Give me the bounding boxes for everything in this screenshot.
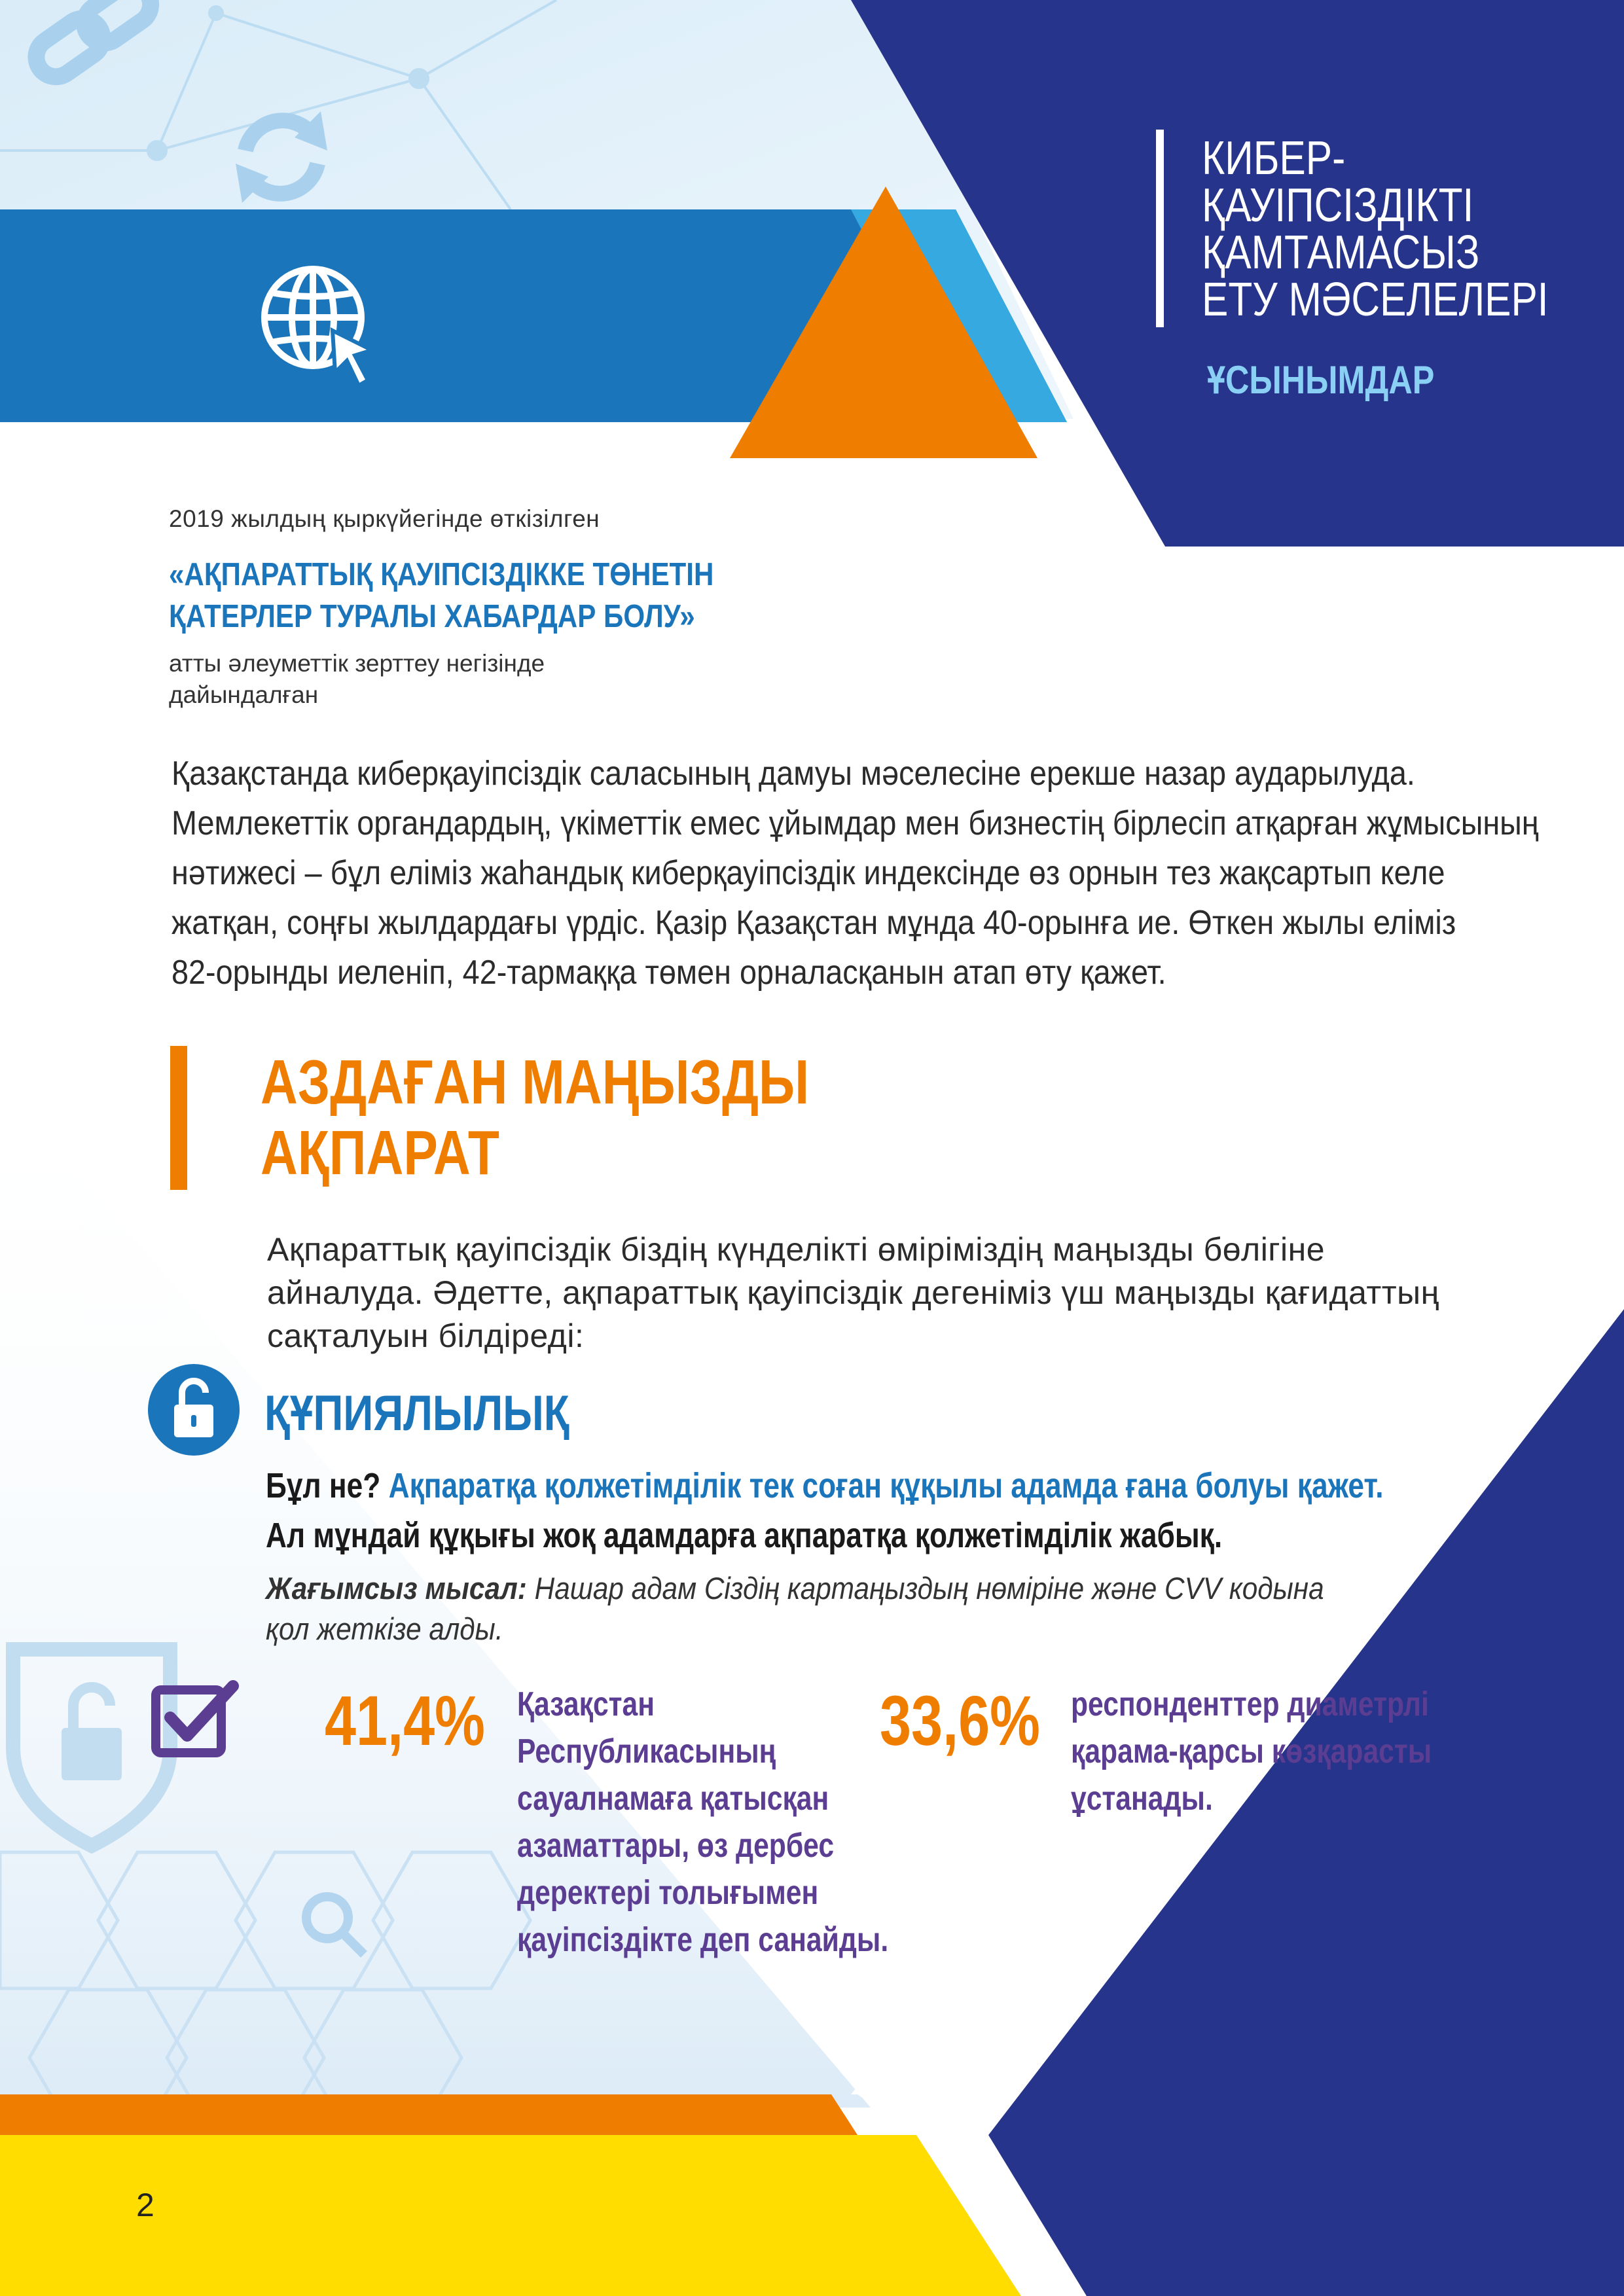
stat-description [1071,1681,1432,1822]
checkbox-icon [151,1679,240,1758]
stat-description-line: респонденттер диаметрлі [1071,1685,1429,1723]
stat-value: 41,4% [325,1681,485,1760]
lock-icon [148,1364,240,1456]
stat-description-line: Қазақстан [517,1685,655,1723]
intro-line: 82-орынды иеленіп, 42-тармаққа төмен орналасқанын атап өту қажет. [171,954,1166,992]
header-title-line: ҚАМТАМАСЫЗ [1202,226,1480,279]
what-label: Бұл не? [266,1466,381,1505]
header-title-line: КИБЕР- [1202,132,1346,185]
intro-line: нәтижесі – бұл еліміз жаһандық киберқауіпсіздік индексінде өз орнын тез жақсартып келе [171,854,1445,892]
stat-description [517,1681,888,1964]
survey-title-line: ҚАТЕРЛЕР ТУРАЛЫ ХАБАРДАР БОЛУ» [169,599,695,634]
header-title [1202,132,1549,326]
stat-description-line: қауіпсіздікте деп санайды. [517,1921,889,1959]
stat-description-line: ұстанады. [1071,1780,1213,1818]
section-paragraph [267,1228,1537,1357]
intro-paragraph [171,749,1539,997]
section-accent-bar [170,1046,187,1190]
survey-intro: 2019 жылдың қыркүйегінде өткізілген [169,505,600,532]
section-paragraph-line: айналуда. Әдетте, ақпараттық қауіпсіздік дегеніміз үш маңызды қағидаттың [267,1274,1439,1311]
definition-line-2: Ал мұндай құқығы жоқ адамдарға ақпаратқа қолжетімділік жабық. [266,1516,1223,1555]
survey-title [169,554,713,637]
section-paragraph-line: Ақпараттық қауіпсіздік біздің күнделікті өміріміздің маңызды бөлігіне [267,1231,1326,1268]
survey-subtitle [169,648,666,711]
negative-text: Нашар адам Сіздің картаңыздың нөміріне және CVV кодына [534,1571,1324,1605]
negative-example [266,1568,1532,1649]
header-subtitle: ҰСЫНЫМДАР [1207,358,1435,402]
stat-description-line: Республикасының [517,1732,776,1770]
what-blue-text: Ақпаратқа қолжетімділік тек соған құқылы адамда ғана болуы қажет. [388,1466,1384,1505]
intro-line: жатқан, соңғы жылдардағы үрдіс. Қазір Қазақстан мұнда 40-орынға ие. Өткен жылы еліміз [171,904,1456,942]
header-title-line: ЕТУ МӘСЕЛЕЛЕРІ [1202,274,1549,326]
section-paragraph-line: сақталуын білдіреді: [267,1318,585,1354]
intro-line: Мемлекеттік органдардың, үкіметтік емес ұйымдар мен бизнестің бірлесіп атқарған жұмысының [171,804,1539,842]
section-title [261,1047,809,1189]
survey-subtitle-line: атты әлеуметтік зерттеу негізінде [169,650,545,677]
intro-line: Қазақстанда киберқауіпсіздік саласының дамуы мәселесіне ерекше назар аударылуда. [171,755,1415,793]
negative-example-line-1 [266,1568,1532,1609]
stat-description-line: азаматтары, өз дербес [517,1827,835,1865]
section-title-line: АЗДАҒАН МАҢЫЗДЫ [261,1047,810,1117]
header-divider [1156,130,1164,327]
negative-example-line-2: қол жеткізе алды. [266,1611,503,1646]
stat-value: 33,6% [880,1681,1040,1760]
header-title-line: ҚАУІПСІЗДІКТІ [1202,179,1474,232]
section-title-line: АҚПАРАТ [261,1118,499,1188]
confidentiality-definition [266,1461,1393,1560]
survey-subtitle-line: дайындалған [169,681,319,708]
negative-label: Жағымсыз мысал: [266,1571,527,1605]
confidentiality-title: ҚҰПИЯЛЫЛЫҚ [264,1386,569,1441]
survey-title-line: «АҚПАРАТТЫҚ ҚАУІПСІЗДІККЕ ТӨНЕТІН [169,557,714,592]
stat-description-line: деректері толығымен [517,1874,819,1912]
definition-line-1 [266,1461,1393,1511]
page-number: 2 [136,2187,154,2223]
orange-bottom-band [0,2094,857,2135]
stat-description-line: сауалнамаға қатысқан [517,1780,829,1818]
stat-description-line: қарама-қарсы көзқарасты [1071,1732,1432,1770]
